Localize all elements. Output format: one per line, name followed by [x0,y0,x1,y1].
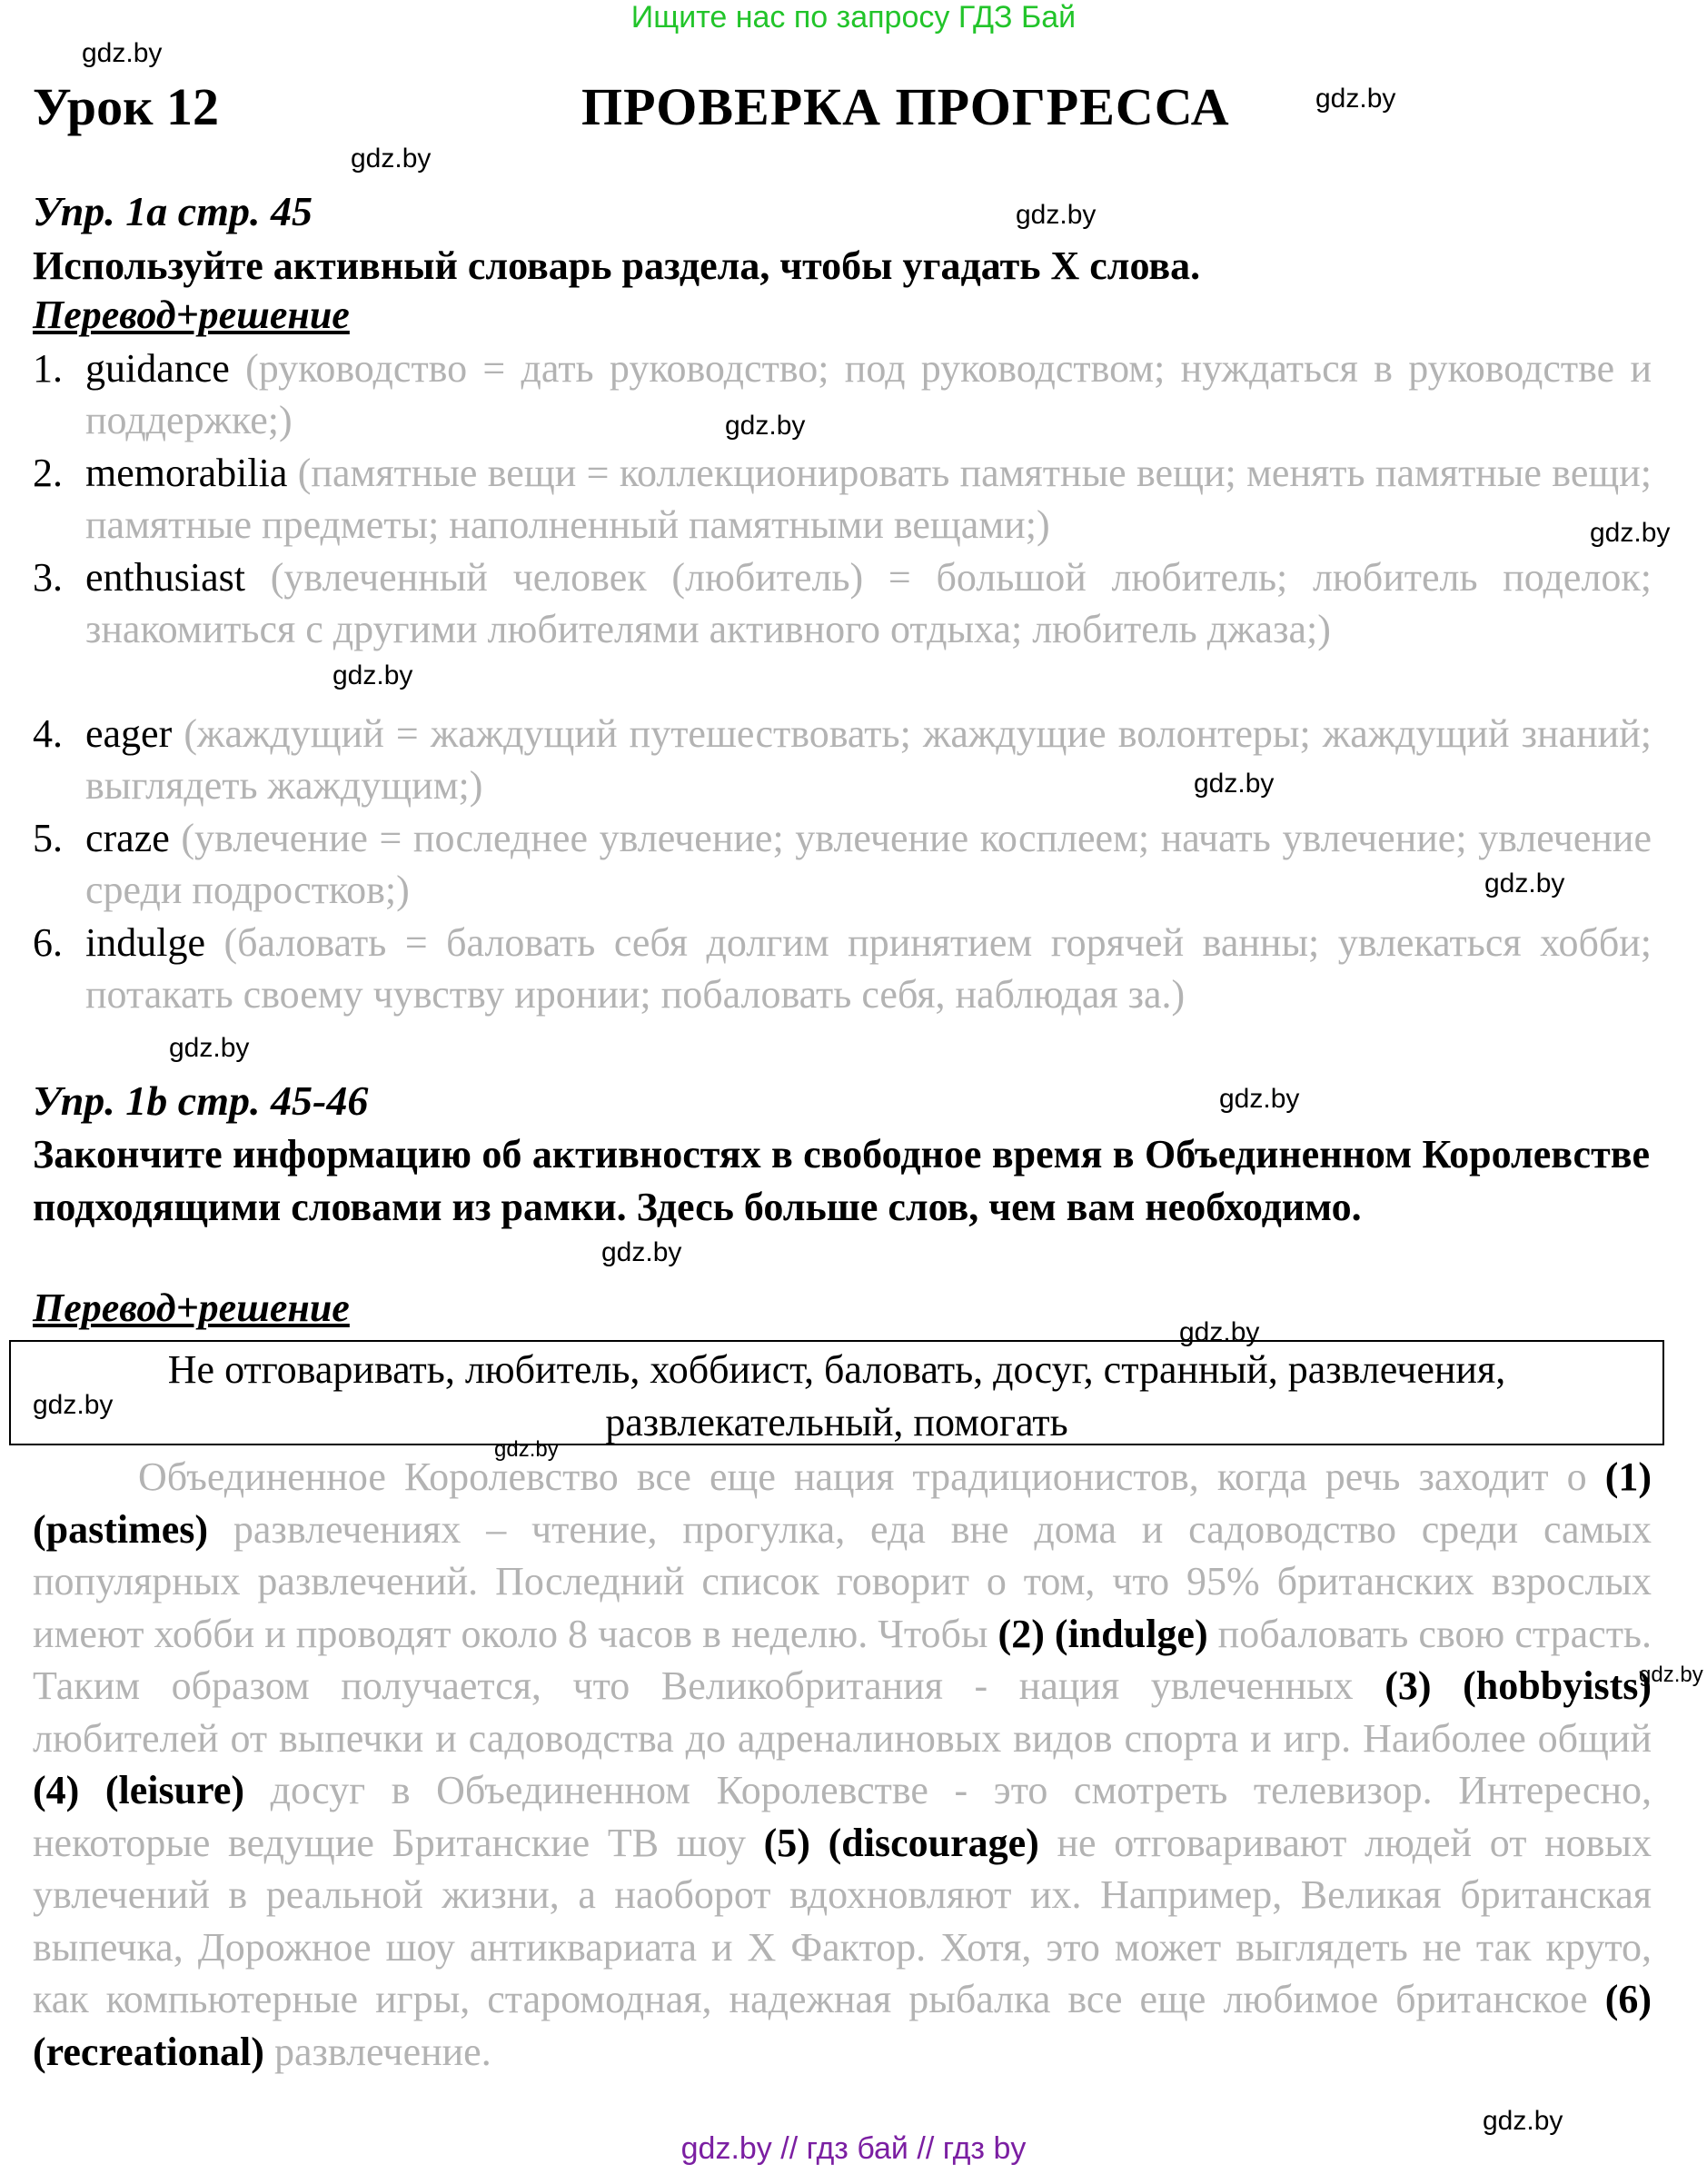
item-number: 3. [33,555,63,600]
exercise-1b-heading: Упр. 1b стр. 45-46 [33,1077,369,1124]
watermark: gdz.by [82,38,163,68]
item-translation: (жаждущий = жаждущий путешествовать; жаждущие волонтеры; жаждущий знаний; выглядеть жаждущим;) [85,711,1652,808]
answer-6: (6) (recreational) [33,1977,1652,2074]
list-item [33,812,1652,916]
top-banner: Ищите нас по запросу ГДЗ Бай [630,0,1077,35]
list-item [33,551,1652,655]
exercise-1a-heading: Упр. 1a стр. 45 [33,188,313,234]
paragraph-text: побаловать свою страсть. Таким образом получается, что Великобритания - нация увлеченных [33,1611,1652,1708]
exercise-1a-subheading: Перевод+решение [33,293,350,337]
answer-paragraph [33,1451,1652,2078]
watermark: gdz.by [494,1437,559,1462]
word-box-line: развлекательный, помогать [605,1400,1068,1444]
paragraph-text: развлечениях – чтение, прогулка, еда вне дома и садоводство среди самых популярных развлечений. Последний список говорит о том, что 95% британских взрослых имеют хобби и проводят около 8 часов в неделю. Чтобы [33,1506,1652,1656]
paragraph-text: досуг в Объединенном Королевстве - это смотреть телевизор. Интересно, некоторые ведущие Британские ТВ шоу [33,1768,1652,1865]
item-number: 2. [33,451,63,495]
watermark: gdz.by [332,660,413,690]
watermark: gdz.by [351,144,432,174]
item-translation: (памятные вещи = коллекционировать памятные вещи; менять памятные вещи; памятные предметы; наполненный памятными вещами;) [85,451,1652,547]
item-word: indulge [85,920,205,965]
item-translation: (баловать = баловать себя долгим принятием горячей ванны; увлекаться хобби; потакать своему чувству иронии; побаловать себя, наблюдая за.) [85,920,1652,1017]
watermark: gdz.by [1484,869,1565,898]
watermark: gdz.by [725,411,806,441]
item-number: 1. [33,346,63,391]
answer-3: (3) (hobbyists) [1384,1663,1652,1708]
item-word: memorabilia [85,451,288,495]
watermark: gdz.by [1590,518,1671,548]
paragraph-text: Объединенное Королевство все еще нация традиционистов, когда речь заходит о [138,1454,1605,1499]
exercise-1b-task: Закончите информацию об активностях в свободное время в Объединенном Королевстве подходящими словами из рамки. Здесь больше слов, чем вам необходимо. [33,1132,1650,1229]
watermark: gdz.by [33,1390,114,1420]
list-item [33,708,1652,811]
item-number: 6. [33,920,63,965]
watermark: gdz.by [1315,84,1396,114]
watermark: gdz.by [601,1237,682,1267]
word-box [9,1340,1664,1445]
item-word: enthusiast [85,555,245,600]
paragraph-text: развлечение. [263,2029,491,2074]
list-item [33,342,1652,446]
item-translation: (увлеченный человек (любитель) = большой любитель; любитель поделок; знакомиться с другими любителями активного отдыха; любитель джаза;) [85,555,1652,651]
item-number: 5. [33,816,63,860]
watermark: gdz.by [1194,769,1275,799]
watermark: gdz.by [1016,200,1097,230]
answer-5: (5) (discourage) [763,1820,1039,1865]
paragraph-text: любителей от выпечки и садоводства до адреналиновых видов спорта и игр. Наиболее общий [33,1715,1652,1761]
answer-2: (2) (indulge) [997,1611,1208,1656]
item-translation: (руководство = дать руководство; под руководством; нуждаться в руководстве и поддержке;) [85,346,1652,442]
answer-1: (1) (pastimes) [33,1454,1652,1552]
lesson-number: Урок 12 [33,77,219,136]
watermark: gdz.by [169,1033,250,1063]
exercise-1b-subheading: Перевод+решение [33,1286,350,1330]
list-item [33,917,1652,1020]
watermark: gdz.by [1639,1663,1703,1687]
watermark: gdz.by [1483,2106,1563,2136]
page-title: ПРОВЕРКА ПРОГРЕССА [581,77,1230,136]
list-item [33,447,1652,551]
answer-4: (4) (leisure) [33,1768,245,1812]
watermark: gdz.by [1179,1317,1260,1347]
exercise-1a-task: Используйте активный словарь раздела, чтобы угадать Х слова. [33,243,1201,288]
item-number: 4. [33,711,63,756]
item-translation: (увлечение = последнее увлечение; увлечение косплеем; начать увлечение; увлечение среди подростков;) [85,816,1652,912]
item-word: eager [85,711,173,756]
bottom-banner: gdz.by // гдз бай // гдз by [680,2131,1027,2166]
item-word: craze [85,816,170,860]
word-box-line: Не отговаривать, любитель, хоббиист, баловать, досуг, странный, развлечения, [167,1347,1506,1392]
paragraph-text: не отговаривают людей от новых увлечений в реальной жизни, а наоборот вдохновляют их. Например, Великая британская выпечка, Дорожное шоу антиквариата и Х Фактор. Хотя, это может выглядеть не так круто, как компьютерные игры, старомодная, надежная рыбалка все еще любимое британское [33,1820,1652,2021]
watermark: gdz.by [1219,1084,1300,1114]
item-word: guidance [85,346,230,391]
